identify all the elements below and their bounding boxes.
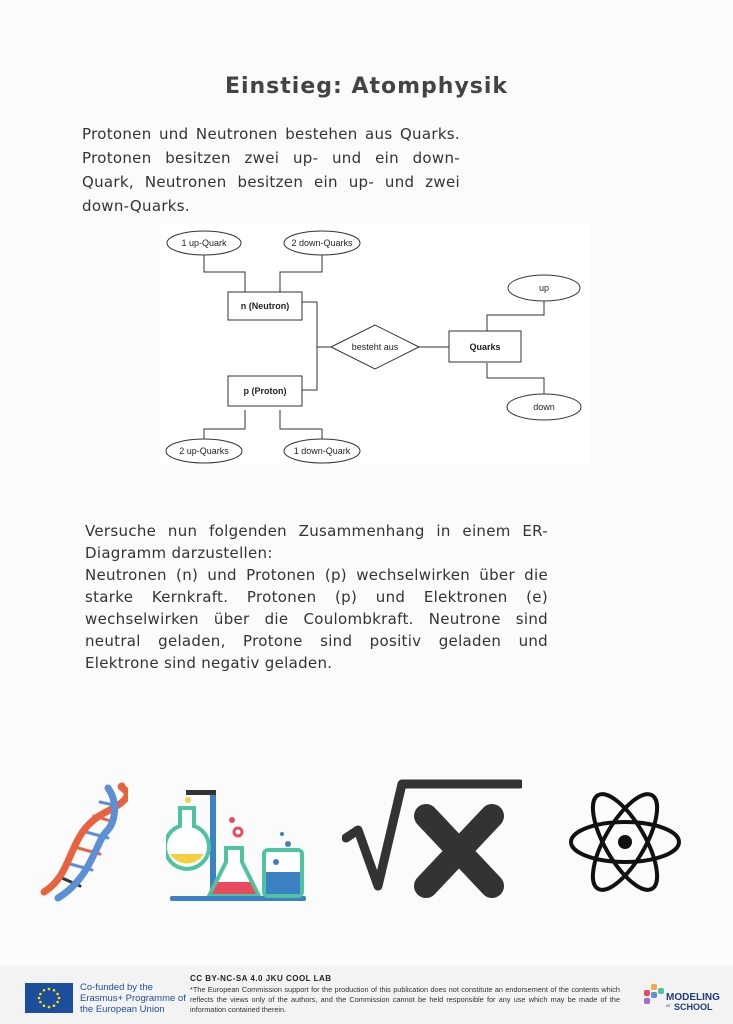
eu-funding-text: Co-funded by the Erasmus+ Programme of the European Union bbox=[80, 982, 186, 1015]
proton-label: p (Proton) bbox=[243, 386, 287, 396]
footer bbox=[0, 966, 733, 1024]
proton-attr-1: 2 up-Quarks bbox=[179, 446, 229, 456]
neutron-attr-1: 1 up-Quark bbox=[181, 238, 227, 248]
task-paragraph-1: Versuche nun folgenden Zusammenhang in einem ER-Diagramm darzustellen: bbox=[85, 522, 548, 562]
dna-icon bbox=[36, 782, 128, 902]
er-diagram bbox=[160, 224, 590, 464]
atom-icon bbox=[566, 786, 684, 898]
quark-attr-down: down bbox=[533, 402, 555, 412]
logo-bottom: SCHOOL bbox=[674, 1002, 713, 1012]
neutron-label: n (Neutron) bbox=[240, 301, 290, 311]
relation-label: besteht aus bbox=[351, 342, 399, 352]
proton-attr-2: 1 down-Quark bbox=[293, 446, 351, 456]
eu-flag-icon bbox=[25, 983, 73, 1013]
neutron-attr-2: 2 down-Quarks bbox=[291, 238, 353, 248]
task-paragraph-2: Neutronen (n) und Protonen (p) wechselwirken über die starke Kernkraft. Protonen (p) und Elektronen (e) wechselwirken über die Coulombkraft. Neutrone sind neutral geladen, Protone sind positiv geladen und Elektrone sind negativ geladen. bbox=[85, 566, 548, 672]
square-root-x-icon bbox=[342, 778, 522, 898]
task-text bbox=[85, 520, 548, 674]
page-title: Einstieg: Atomphysik bbox=[224, 74, 509, 99]
intro-text bbox=[82, 122, 460, 218]
quarks-label: Quarks bbox=[469, 342, 501, 352]
license-title: CC BY-NC-SA 4.0 JKU COOL LAB bbox=[190, 974, 332, 983]
icon-row bbox=[0, 770, 733, 910]
logo-small: AT bbox=[666, 1003, 671, 1008]
license-note: *The European Commission support for the production of this publication does not constitute an endorsement of the contents which reflects the views only of the authors, and the Commission cannot be held responsible for any use which may be made of the information contained therein. bbox=[190, 985, 620, 1014]
intro-paragraph: Protonen und Neutronen bestehen aus Quarks. Protonen besitzen zwei up- und ein down-Quark, Neutronen besitzen ein up- und zwei down-Quarks. bbox=[82, 125, 460, 215]
chemistry-lab-icon bbox=[166, 778, 312, 904]
license-block bbox=[190, 974, 620, 1015]
quark-attr-up: up bbox=[538, 283, 550, 293]
logo-top: MODELING bbox=[666, 992, 720, 1003]
modeling-school-logo bbox=[642, 978, 722, 1016]
